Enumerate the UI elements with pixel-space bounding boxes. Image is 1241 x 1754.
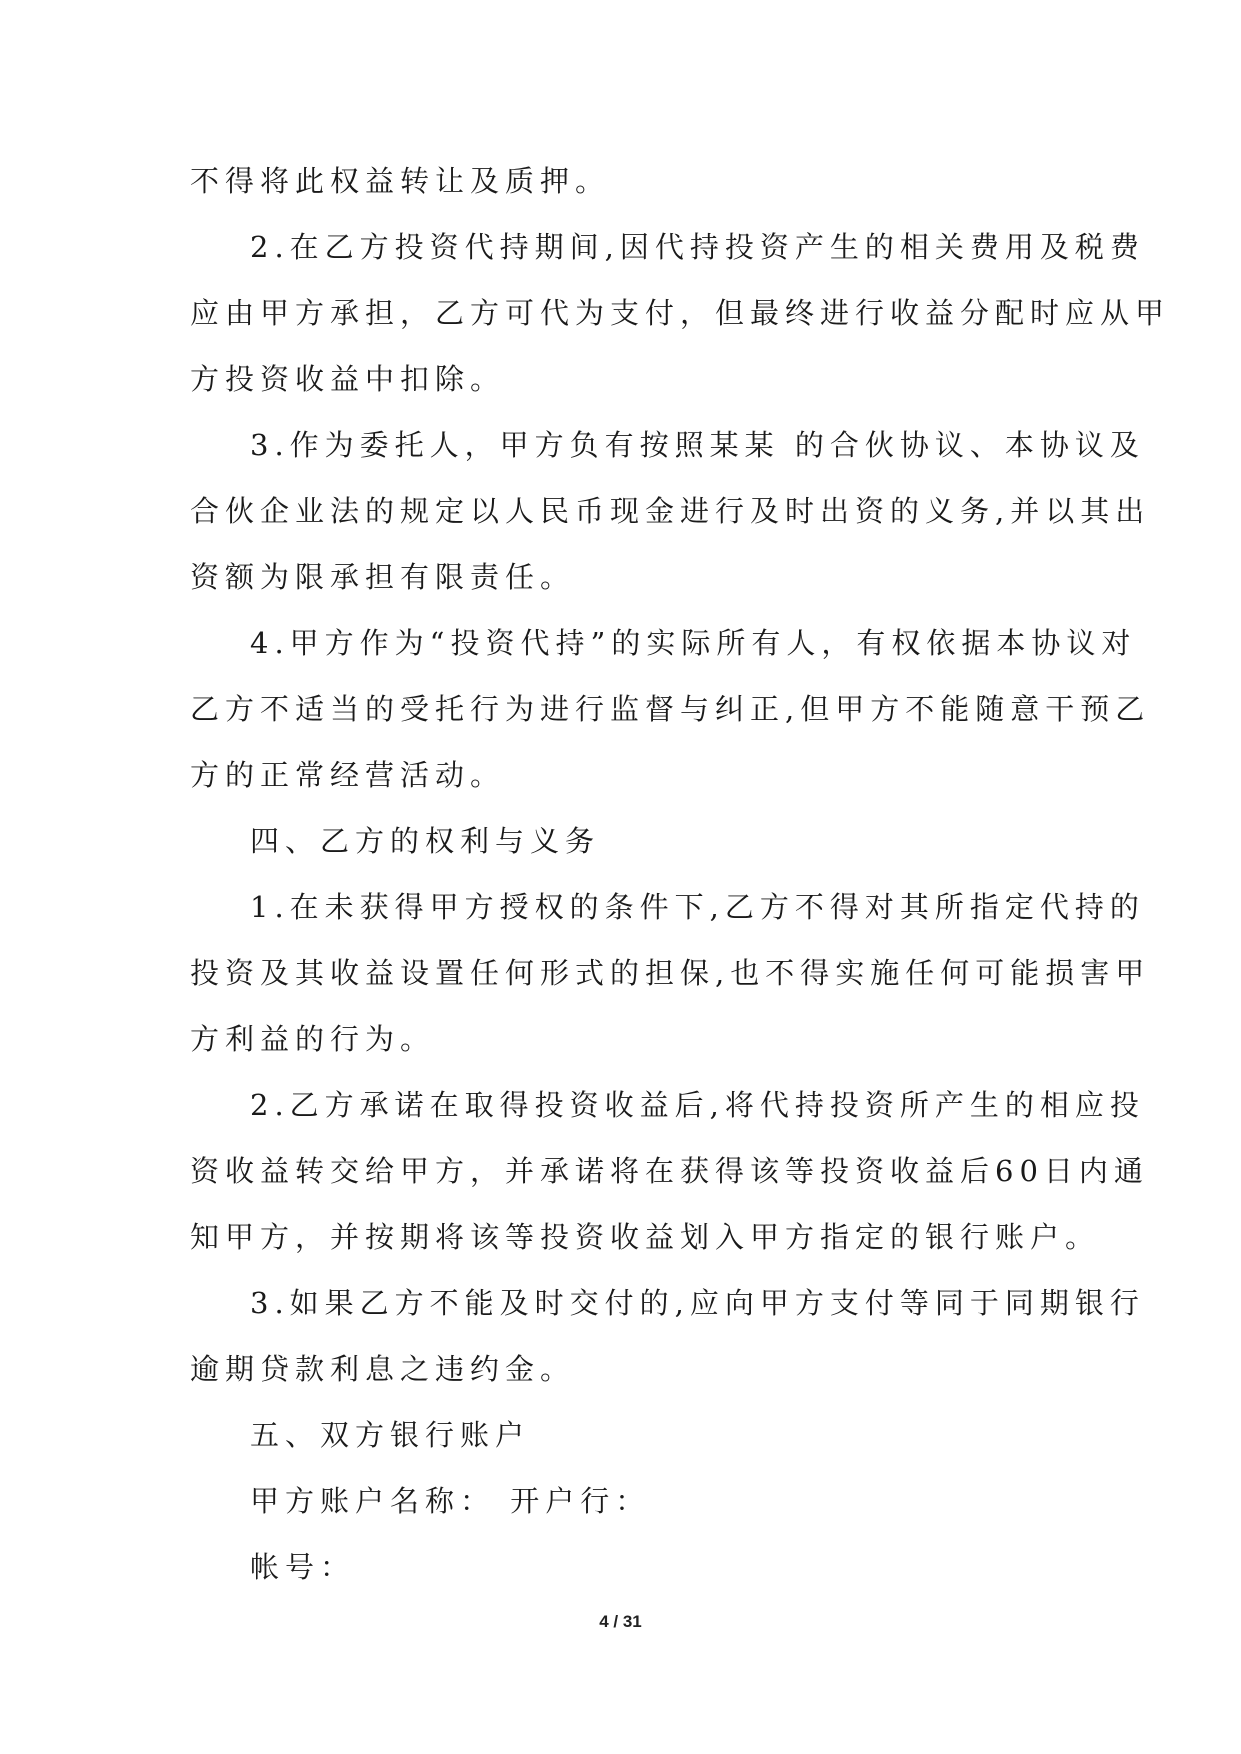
paragraph-p-3-4 xyxy=(190,610,1151,808)
text-line: 四、乙方的权利与义务 xyxy=(250,824,601,858)
text-line: 甲方账户名称： 开户行： xyxy=(250,1484,651,1518)
page-number: 4 / 31 xyxy=(599,1612,642,1631)
paragraph-p-cont xyxy=(190,148,1060,214)
text-line: 2.乙方承诺在取得投资收益后,将代持投资所产生的相应投 xyxy=(250,1088,1145,1122)
text-line: 五、双方银行账户 xyxy=(250,1418,531,1452)
text-line: 投资及其收益设置任何形式的担保,也不得实施任何可能损害甲 xyxy=(190,956,1151,990)
text-line: 资额为限承担有限责任。 xyxy=(190,560,576,594)
paragraph-p-5-account xyxy=(190,1468,1060,1534)
text-line: 乙方不适当的受托行为进行监督与纠正,但甲方不能随意干预乙 xyxy=(190,692,1151,726)
text-line: 方投资收益中扣除。 xyxy=(190,362,506,396)
text-line: 3.如果乙方不能及时交付的,应向甲方支付等同于同期银行 xyxy=(250,1286,1145,1320)
text-line: 资收益转交给甲方，并承诺将在获得该等投资收益后60日内通 xyxy=(190,1154,1149,1188)
paragraph-p-3-3 xyxy=(190,412,1151,610)
document-body xyxy=(190,148,1171,1600)
paragraph-p-5-number xyxy=(190,1534,1060,1600)
paragraph-p-4-3 xyxy=(190,1270,1145,1402)
text-line: 1.在未获得甲方授权的条件下,乙方不得对其所指定代持的 xyxy=(250,890,1145,924)
paragraph-p-4-1 xyxy=(190,874,1151,1072)
text-line: 方的正常经营活动。 xyxy=(190,758,506,792)
paragraph-p-3-2 xyxy=(190,214,1171,412)
paragraph-heading-5 xyxy=(190,1402,1060,1468)
text-line: 帐号： xyxy=(250,1550,356,1584)
text-line: 方利益的行为。 xyxy=(190,1022,436,1056)
text-line: 知甲方，并按期将该等投资收益划入甲方指定的银行账户。 xyxy=(190,1220,1101,1254)
text-line: 应由甲方承担，乙方可代为支付，但最终进行收益分配时应从甲 xyxy=(190,296,1171,330)
text-line: 合伙企业法的规定以人民币现金进行及时出资的义务,并以其出 xyxy=(190,494,1151,528)
text-line: 逾期贷款利息之违约金。 xyxy=(190,1352,576,1386)
paragraph-heading-4 xyxy=(190,808,1060,874)
text-line: 2.在乙方投资代持期间,因代持投资产生的相关费用及税费 xyxy=(250,230,1145,264)
paragraph-p-4-2 xyxy=(190,1072,1149,1270)
text-line: 4.甲方作为“投资代持”的实际所有人，有权依据本协议对 xyxy=(250,626,1137,660)
text-line: 不得将此权益转让及质押。 xyxy=(190,164,611,198)
text-line: 3.作为委托人，甲方负有按照某某 的合伙协议、本协议及 xyxy=(250,428,1145,462)
